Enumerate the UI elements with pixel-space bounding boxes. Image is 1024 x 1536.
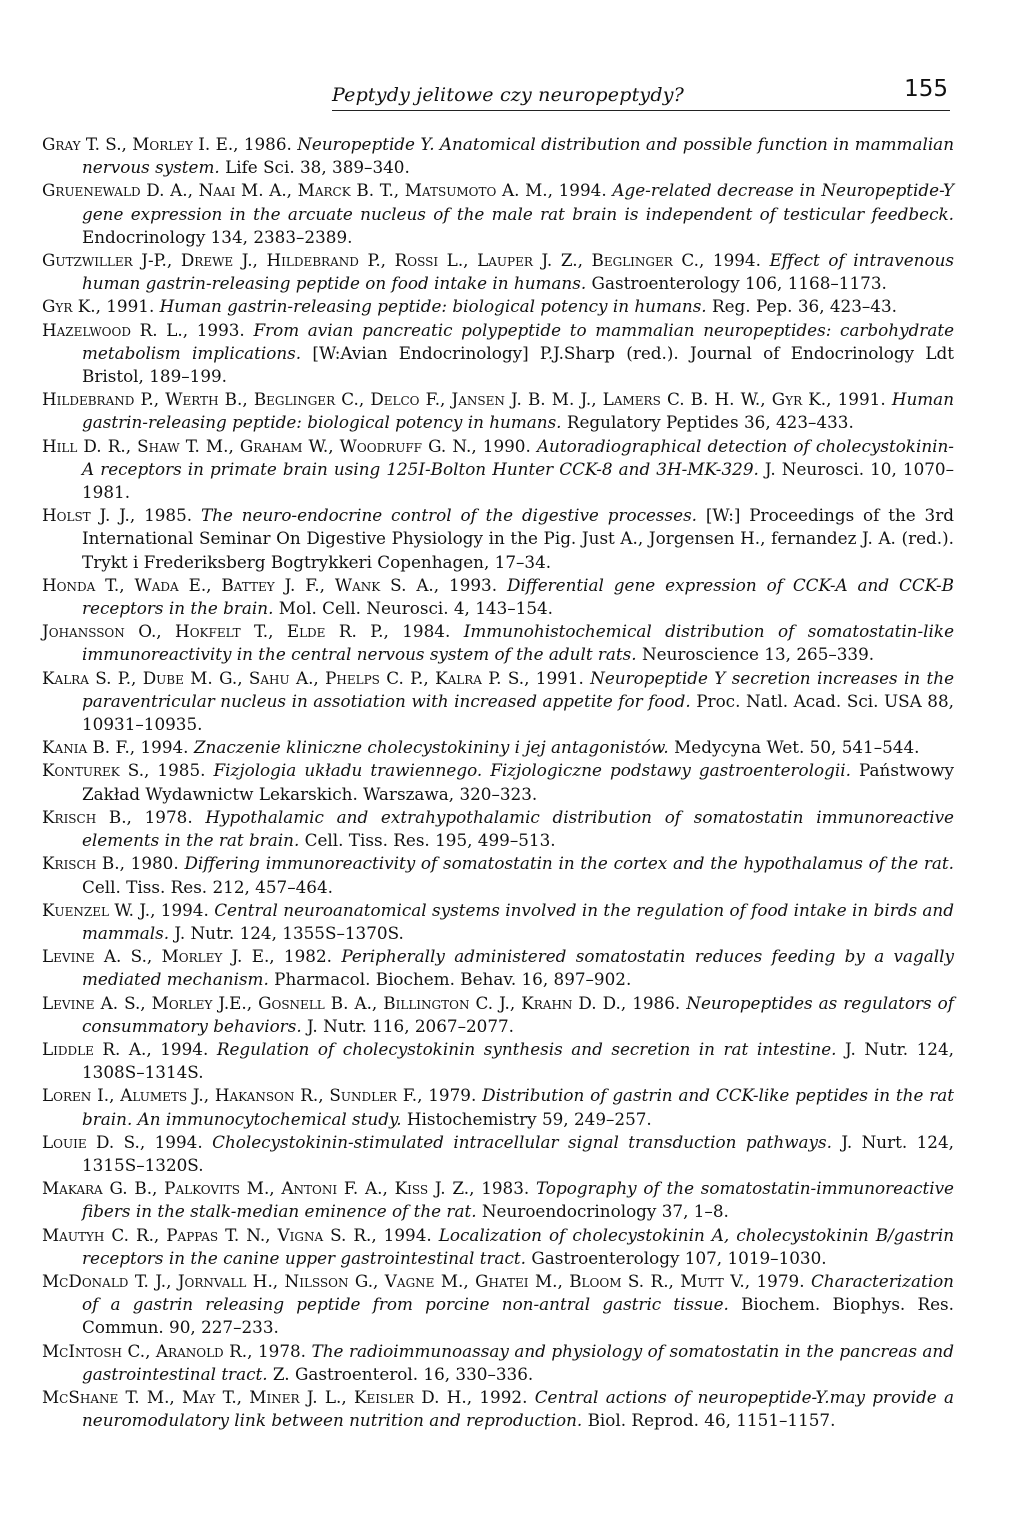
reference-authors: Kuenzel W. J., 1994. [42, 899, 209, 920]
reference-title: Autoradiographical detection of cholecystokinin-A receptors in primate brain using 125I-Bolton Hunter CCK-8 and 3H-MK-329. [82, 435, 954, 479]
reference-source: J. Nutr. 124, 1355S–1370S. [174, 922, 404, 943]
reference-authors: Makara G. B., Palkovits M., Antoni F. A., Kiss J. Z., 1983. [42, 1178, 530, 1199]
reference-authors: Kalra S. P., Dube M. G., Sahu A., Phelps C. P., Kalra P. S., 1991. [42, 667, 584, 688]
reference-source: Histochemistry 59, 249–257. [406, 1108, 652, 1129]
reference-title: Regulation of cholecystokinin synthesis and secretion in rat intestine. [216, 1038, 837, 1059]
reference-authors: Johansson O., Hokfelt T., Elde R. P., 1984. [42, 621, 451, 642]
reference-source: Life Sci. 38, 389–340. [225, 157, 410, 178]
reference-entry [42, 504, 954, 574]
reference-source: Gastroenterology 106, 1168–1173. [591, 273, 887, 294]
reference-title: Topography of the somatostatin-immunoreactive fibers in the stalk-median eminence of the rat. [82, 1178, 954, 1222]
reference-entry [42, 1340, 954, 1386]
running-title: Peptydy jelitowe czy neuropeptydy? [332, 84, 685, 106]
reference-authors: Gutzwiller J-P., Drewe J., Hildebrand P., Rossi L., Lauper J. Z., Beglinger C., 1994. [42, 250, 761, 271]
reference-title: Neuropeptide Y. Anatomical distribution and possible function in mammalian nervous system. [82, 134, 954, 178]
reference-title: Central actions of neuropeptide-Y.may provide a neuromodulatory link between nutrition and reproduction. [82, 1386, 954, 1431]
reference-source: J. Neurosci. 10, 1070–1981. [82, 458, 954, 503]
reference-title: Human gastrin-releasing peptide: biological potency in humans. [159, 296, 707, 317]
reference-authors: Hildebrand P., Werth B., Beglinger C., Delco F., Jansen J. B. M. J., Lamers C. B. H. W., Gyr K., 1991. [42, 389, 886, 410]
reference-authors: Levine A. S., Morley J.E., Gosnell B. A., Billington C. J., Krahn D. D., 1986. [42, 992, 681, 1013]
reference-source: Biochem. Biophys. Res. Commun. 90, 227–233. [82, 1294, 954, 1338]
reference-title: From avian pancreatic polypeptide to mammalian neuropeptides: carbohydrate metabolism implications. [82, 319, 955, 363]
reference-entry [42, 1224, 954, 1270]
reference-authors: Louie D. S., 1994. [42, 1131, 203, 1152]
reference-authors: Liddle R. A., 1994. [42, 1038, 209, 1059]
reference-source: Biol. Reprod. 46, 1151–1157. [587, 1410, 836, 1431]
reference-list [42, 133, 954, 1432]
reference-entry [42, 1270, 954, 1340]
reference-source: Mol. Cell. Neurosci. 4, 143–154. [278, 598, 554, 619]
reference-entry [42, 1038, 954, 1084]
reference-source: Neuroendocrinology 37, 1–8. [481, 1201, 729, 1222]
reference-title: Znaczenie kliniczne cholecystokininy i jej antagonistów. [193, 737, 669, 758]
reference-entry [42, 992, 954, 1038]
page-number: 155 [904, 76, 948, 102]
reference-title: Age-related decrease in Neuropeptide-Y gene expression in the arcuate nucleus of the male rat brain is independent of testicular feedbeck. [82, 180, 954, 224]
reference-source: J. Nutr. 124, 1308S–1314S. [82, 1038, 954, 1083]
reference-entry [42, 759, 954, 805]
reference-source: Medycyna Wet. 50, 541–544. [674, 737, 920, 758]
reference-source: J. Nutr. 116, 2067–2077. [307, 1015, 515, 1036]
reference-entry [42, 667, 954, 737]
reference-entry [42, 319, 954, 389]
reference-authors: McDonald T. J., Jornvall H., Nilsson G., Vagne M., Ghatei M., Bloom S. R., Mutt V., 1979. [42, 1270, 805, 1291]
reference-entry [42, 179, 954, 249]
reference-title: Peripherally administered somatostatin reduces feeding by a vagally mediated mechanism. [82, 946, 954, 990]
reference-source: Cell. Tiss. Res. 195, 499–513. [304, 830, 556, 851]
reference-title: Neuropeptides as regulators of consummatory behaviors. [82, 992, 954, 1036]
reference-title: Characterization of a gastrin releasing peptide from porcine non-antral gastric tissue. [82, 1270, 954, 1315]
reference-entry [42, 945, 954, 991]
reference-title: Distribution of gastrin and CCK-like peptides in the rat brain. An immunocytochemical study. [82, 1085, 954, 1129]
reference-title: Localization of cholecystokinin A, cholecystokinin B/gastrin receptors in the canine upper gastrointestinal tract. [82, 1224, 954, 1268]
reference-entry [42, 1131, 954, 1177]
reference-title: Central neuroanatomical systems involved in the regulation of food intake in birds and mammals. [82, 899, 954, 943]
reference-title: Immunohistochemical distribution of somatostatin-like immunoreactivity in the central nervous system of the adult rats. [82, 621, 954, 665]
reference-entry [42, 620, 954, 666]
reference-authors: Honda T., Wada E., Battey J. F., Wank S. A., 1993. [42, 574, 498, 595]
reference-entry [42, 295, 954, 318]
reference-source: Gastroenterology 107, 1019–1030. [531, 1247, 827, 1268]
reference-title: The neuro-endocrine control of the digestive processes. [200, 505, 698, 526]
reference-authors: Hill D. R., Shaw T. M., Graham W., Woodruff G. N., 1990. [42, 435, 531, 456]
reference-title: Cholecystokinin-stimulated intracellular signal transduction pathways. [212, 1131, 832, 1152]
reference-authors: Konturek S., 1985. [42, 760, 206, 781]
reference-source: Państwowy Zakład Wydawnictw Lekarskich. Warszawa, 320–323. [82, 760, 955, 804]
reference-authors: Levine A. S., Morley J. E., 1982. [42, 946, 332, 967]
reference-entry [42, 574, 954, 620]
reference-authors: Gray T. S., Morley I. E., 1986. [42, 134, 292, 154]
reference-authors: Hazelwood R. L., 1993. [42, 319, 245, 340]
reference-authors: McShane T. M., May T., Miner J. L., Keisler D. H., 1992. [42, 1386, 528, 1407]
reference-title: Differential gene expression of CCK-A and CCK-B receptors in the brain. [82, 574, 955, 619]
reference-authors: Gruenewald D. A., Naai M. A., Marck B. T., Matsumoto A. M., 1994. [42, 180, 607, 201]
reference-source: Neuroscience 13, 265–339. [641, 644, 875, 665]
reference-authors: Gyr K., 1991. [42, 296, 155, 317]
reference-source: Cell. Tiss. Res. 212, 457–464. [82, 876, 333, 897]
reference-title: Differing immunoreactivity of somatostatin in the cortex and the hypothalamus of the rat. [184, 853, 954, 874]
reference-source: Regulatory Peptides 36, 423–433. [566, 412, 854, 433]
reference-source: Proc. Natl. Acad. Sci. USA 88, 10931–10935. [82, 690, 954, 735]
reference-entry [42, 249, 954, 295]
reference-source: [W:] Proceedings of the 3rd International Seminar On Digestive Physiology in the Pig. Just A., Jorgensen H., fernandez J. A. (red.). Trykt i Frederiksberg Bogtrykkeri Copenhagen, 17–34. [82, 505, 954, 572]
reference-source: [W:Avian Endocrinology] P.J.Sharp (red.). Journal of Endocrinology Ldt Bristol, 189–199. [82, 342, 954, 387]
reference-title: Human gastrin-releasing peptide: biological potency in humans. [82, 389, 954, 433]
reference-title: Hypothalamic and extrahypothalamic distribution of somatostatin immunoreactive elements in the rat brain. [82, 806, 954, 851]
reference-entry [42, 736, 954, 759]
reference-entry [42, 435, 954, 505]
reference-authors: Kania B. F., 1994. [42, 737, 189, 758]
reference-entry [42, 852, 954, 898]
reference-authors: Loren I., Alumets J., Hakanson R., Sundler F., 1979. [42, 1085, 477, 1106]
reference-entry [42, 806, 954, 852]
reference-source: Reg. Pep. 36, 423–43. [711, 296, 897, 317]
reference-authors: Krisch B., 1978. [42, 806, 193, 827]
reference-source: Z. Gastroenterol. 16, 330–336. [272, 1363, 534, 1384]
reference-title: Neuropeptide Y secretion increases in the paraventricular nucleus in assotiation with increased appetite for food. [82, 667, 954, 711]
reference-title: The radioimmunoassay and physiology of somatostatin in the pancreas and gastrointestinal tract. [82, 1340, 954, 1384]
reference-entry [42, 899, 954, 945]
reference-source: J. Nurt. 124, 1315S–1320S. [82, 1131, 954, 1175]
reference-entry [42, 133, 954, 179]
reference-authors: Krisch B., 1980. [42, 853, 179, 874]
reference-authors: Holst J. J., 1985. [42, 505, 193, 526]
reference-entry [42, 388, 954, 434]
reference-entry [42, 1177, 954, 1223]
reference-source: Endocrinology 134, 2383–2389. [82, 226, 353, 247]
reference-title: Effect of intravenous human gastrin-releasing peptide on food intake in humans. [82, 250, 954, 294]
reference-authors: Mautyh C. R., Pappas T. N., Vigna S. R., 1994. [42, 1224, 432, 1245]
reference-entry [42, 1084, 954, 1130]
running-header [332, 76, 950, 111]
reference-source: Pharmacol. Biochem. Behav. 16, 897–902. [274, 969, 632, 990]
reference-authors: McIntosh C., Aranold R., 1978. [42, 1340, 307, 1361]
reference-title: Fizjologia układu trawiennego. Fizjologiczne podstawy gastroenterologii. [213, 760, 851, 781]
reference-entry [42, 1386, 954, 1432]
